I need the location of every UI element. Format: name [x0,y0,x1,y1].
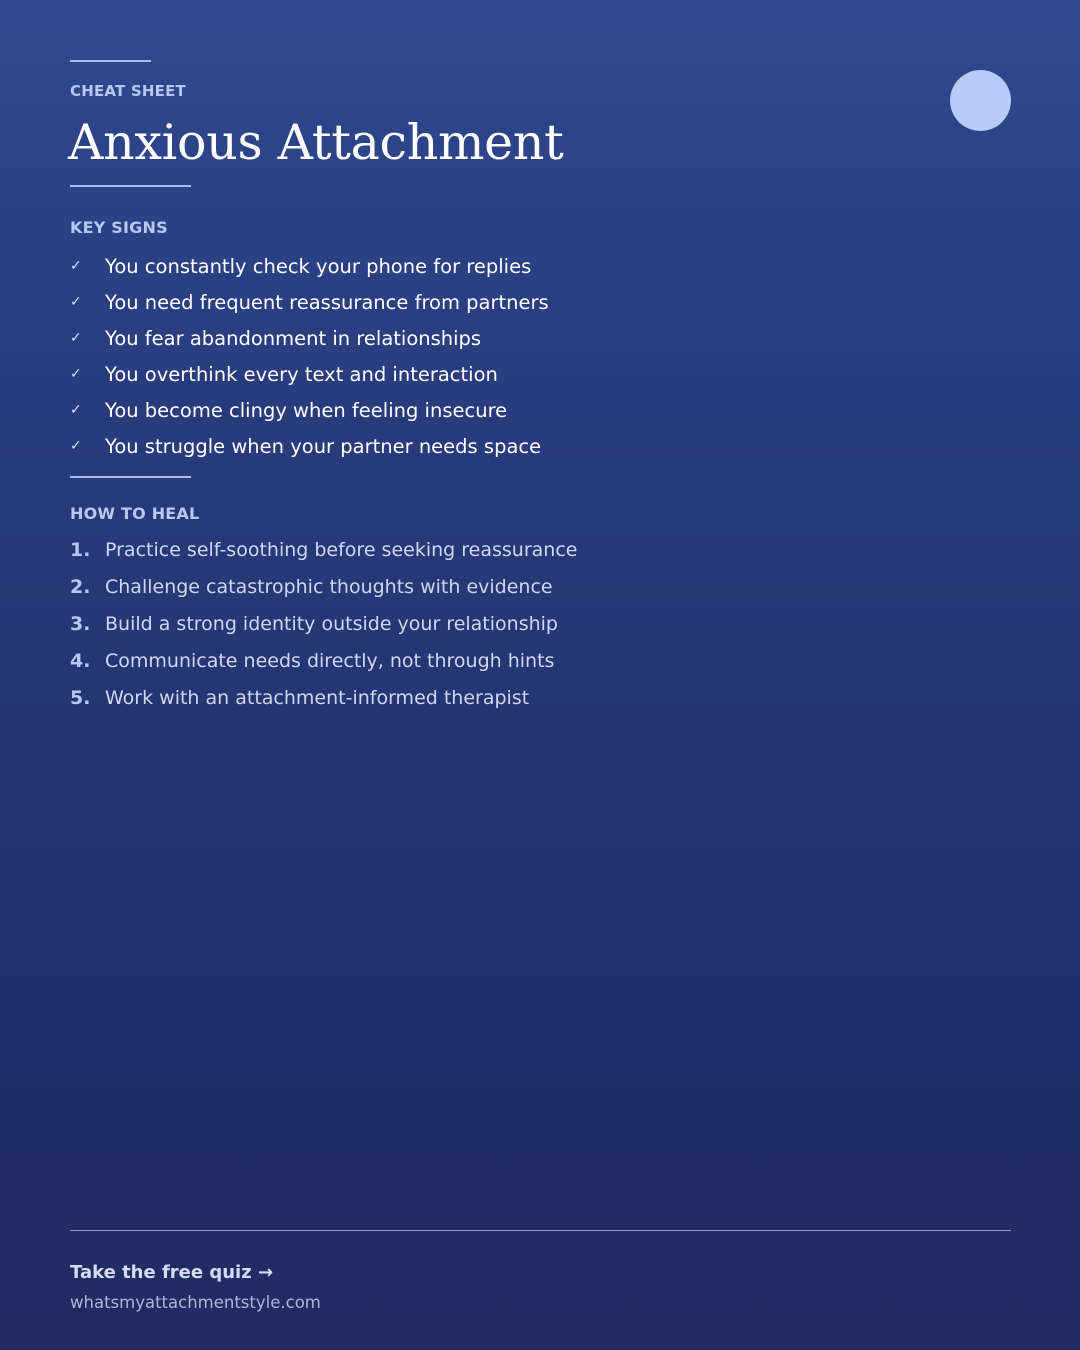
quiz-cta-link[interactable] [70,1262,273,1283]
checkmark-icon: ✓ [70,438,82,454]
heal-step-item [70,531,577,568]
step-number: 1. [70,538,91,561]
quiz-cta-label: Take the free quiz [70,1262,252,1283]
key-sign-item [70,392,549,428]
website-url[interactable]: whatsmyattachmentstyle.com [70,1293,321,1312]
key-signs-list [70,248,549,464]
checkmark-icon: ✓ [70,402,82,418]
heal-step-item [70,679,577,716]
section-divider [70,476,191,478]
key-sign-item [70,356,549,392]
heal-step-item [70,605,577,642]
key-sign-text: You struggle when your partner needs space [105,434,542,458]
decorative-circle [950,70,1011,131]
key-signs-heading: KEY SIGNS [70,218,168,237]
checkmark-icon: ✓ [70,258,82,274]
checkmark-icon: ✓ [70,366,82,382]
key-sign-text: You fear abandonment in relationships [105,326,482,350]
key-sign-item [70,284,549,320]
heal-step-item [70,568,577,605]
title-divider [70,185,191,187]
key-sign-text: You become clingy when feeling insecure [105,398,508,422]
key-sign-item [70,428,549,464]
key-sign-item [70,320,549,356]
arrow-icon: → [257,1262,274,1283]
page-title: Anxious Attachment [68,114,564,171]
step-text: Communicate needs directly, not through hints [105,649,555,672]
key-sign-text: You constantly check your phone for replies [105,254,532,278]
key-sign-item [70,248,549,284]
step-text: Challenge catastrophic thoughts with evidence [105,575,553,598]
footer-divider [70,1230,1011,1231]
heal-step-item [70,642,577,679]
checkmark-icon: ✓ [70,330,82,346]
step-text: Practice self-soothing before seeking reassurance [105,538,578,561]
how-to-heal-heading: HOW TO HEAL [70,504,200,523]
step-text: Work with an attachment-informed therapist [105,686,530,709]
checkmark-icon: ✓ [70,294,82,310]
step-number: 3. [70,612,91,635]
key-sign-text: You need frequent reassurance from partners [105,290,549,314]
step-number: 5. [70,686,91,709]
step-number: 2. [70,575,91,598]
key-sign-text: You overthink every text and interaction [105,362,498,386]
how-to-heal-list [70,531,577,716]
top-divider [70,60,151,62]
step-text: Build a strong identity outside your relationship [105,612,558,635]
step-number: 4. [70,649,91,672]
eyebrow-label: CHEAT SHEET [70,82,186,100]
